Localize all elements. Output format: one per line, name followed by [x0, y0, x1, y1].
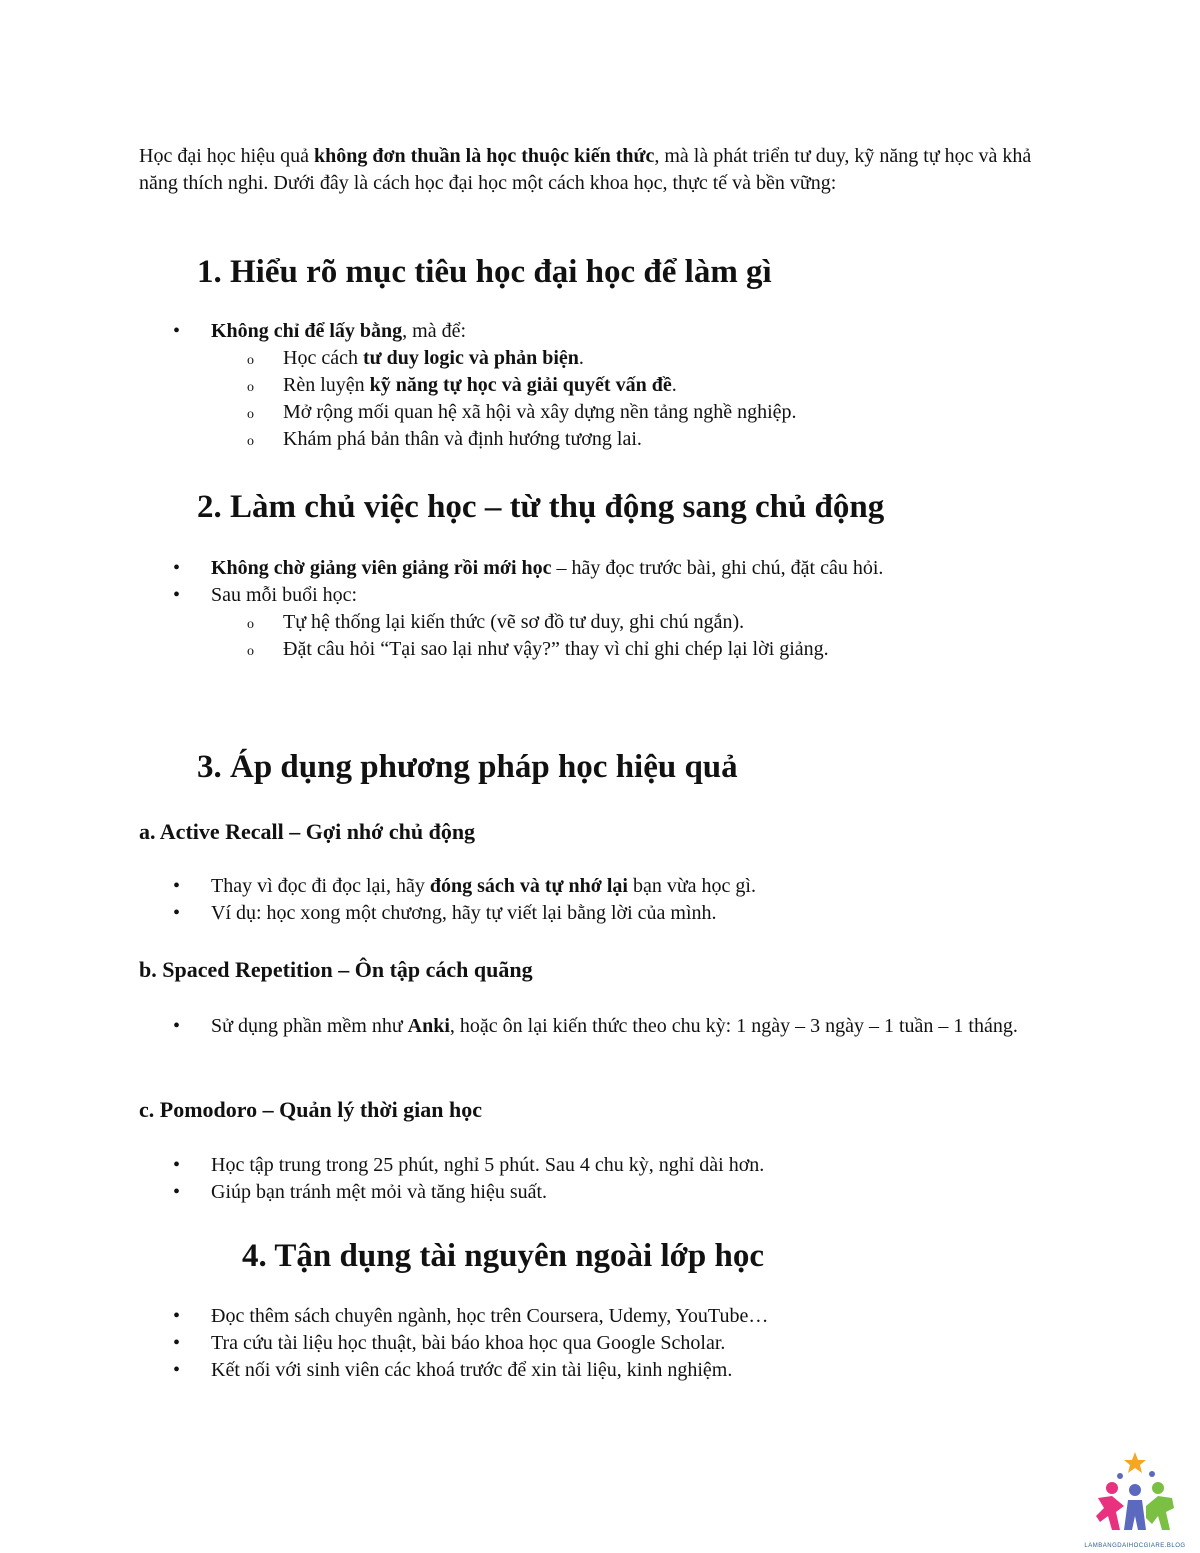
- sublist-item: o Tự hệ thống lại kiến thức (vẽ sơ đồ tư duy, ghi chú ngắn).: [211, 609, 1069, 636]
- list-item: [139, 318, 1069, 453]
- list-item: [139, 873, 1069, 900]
- heading-section-3: 3. Áp dụng phương pháp học hiệu quả: [197, 749, 738, 785]
- item-text: Sử dụng phần mềm như: [211, 1015, 408, 1037]
- item-bold: Không chỉ để lấy bằng: [211, 320, 403, 342]
- item-bold: kỹ năng tự học và giải quyết vấn đề: [369, 374, 672, 396]
- intro-paragraph: [139, 143, 1069, 197]
- intro-text: Học đại học hiệu quả: [139, 145, 314, 167]
- pomodoro-list: [139, 1152, 1069, 1206]
- heading-section-1: 1. Hiểu rõ mục tiêu học đại học để làm gì: [197, 254, 772, 290]
- item-text: , mà để:: [402, 320, 467, 342]
- item-text: bạn vừa học gì.: [627, 875, 756, 897]
- sublist-item: o Đặt câu hỏi “Tại sao lại như vậy?” thay vì chỉ ghi chép lại lời giảng.: [211, 636, 1069, 663]
- list-item: • Tra cứu tài liệu học thuật, bài báo khoa học qua Google Scholar.: [139, 1330, 1069, 1357]
- list-item: • Giúp bạn tránh mệt mỏi và tăng hiệu suất.: [139, 1179, 1069, 1206]
- section-1-sublist: [211, 345, 1069, 453]
- section-2-sublist: [211, 609, 1069, 663]
- site-logo-icon: [1090, 1450, 1180, 1540]
- heading-section-4: 4. Tận dụng tài nguyên ngoài lớp học: [242, 1238, 765, 1274]
- list-item: [139, 1013, 1039, 1040]
- sublist-item: [211, 345, 1069, 372]
- sublist-item: o Mở rộng mối quan hệ xã hội và xây dựng nền tảng nghề nghiệp.: [211, 399, 1069, 426]
- item-text: .: [671, 374, 677, 396]
- list-item: [139, 582, 1069, 663]
- item-text: Học cách: [283, 347, 363, 369]
- item-text: .: [578, 347, 584, 369]
- spaced-repetition-list: [139, 1013, 1039, 1040]
- item-text: Rèn luyện: [283, 374, 370, 396]
- list-item: • Học tập trung trong 25 phút, nghỉ 5 phút. Sau 4 chu kỳ, nghỉ dài hơn.: [139, 1152, 1069, 1179]
- list-item: [139, 555, 1069, 582]
- item-text: , hoặc ôn lại kiến thức theo chu kỳ: 1 ngày – 3 ngày – 1 tuần – 1 tháng.: [449, 1015, 1018, 1037]
- item-text: Sau mỗi buổi học:: [211, 584, 358, 606]
- item-bold: tư duy logic và phản biện: [362, 347, 579, 369]
- item-text: – hãy đọc trước bài, ghi chú, đặt câu hỏi.: [551, 557, 884, 579]
- item-bold: đóng sách và tự nhớ lại: [429, 875, 628, 897]
- item-text: Thay vì đọc đi đọc lại, hãy: [211, 875, 430, 897]
- list-item: • Đọc thêm sách chuyên ngành, học trên Coursera, Udemy, YouTube…: [139, 1303, 1069, 1330]
- section-4-list: [139, 1303, 1069, 1384]
- list-item: • Kết nối với sinh viên các khoá trước để xin tài liệu, kinh nghiệm.: [139, 1357, 1069, 1384]
- intro-text-rest: , mà là phát triển tư duy, kỹ năng tự học và khả năng thích nghi. Dưới đây là cách học đại học một cách khoa học, thực tế và bền vững:: [139, 145, 1032, 194]
- item-bold: Anki: [407, 1015, 450, 1037]
- intro-bold: không đơn thuần là học thuộc kiến thức: [313, 145, 655, 167]
- active-recall-list: [139, 873, 1069, 927]
- logo-text: LAMBANGDAIHOCGIARE.BLOG: [1084, 1543, 1186, 1549]
- subheading-pomodoro: c. Pomodoro – Quản lý thời gian học: [139, 1097, 483, 1122]
- section-1-list: [139, 318, 1069, 453]
- item-bold: Không chờ giảng viên giảng rồi mới học: [211, 557, 552, 579]
- heading-section-2: 2. Làm chủ việc học – từ thụ động sang chủ động: [197, 489, 885, 525]
- sublist-item: [211, 372, 1069, 399]
- subheading-active-recall: a. Active Recall – Gợi nhớ chủ động: [139, 819, 476, 844]
- subheading-spaced-repetition: b. Spaced Repetition – Ôn tập cách quãng: [139, 957, 533, 982]
- list-item: • Ví dụ: học xong một chương, hãy tự viết lại bằng lời của mình.: [139, 900, 1069, 927]
- section-2-list: [139, 555, 1069, 663]
- sublist-item: o Khám phá bản thân và định hướng tương lai.: [211, 426, 1069, 453]
